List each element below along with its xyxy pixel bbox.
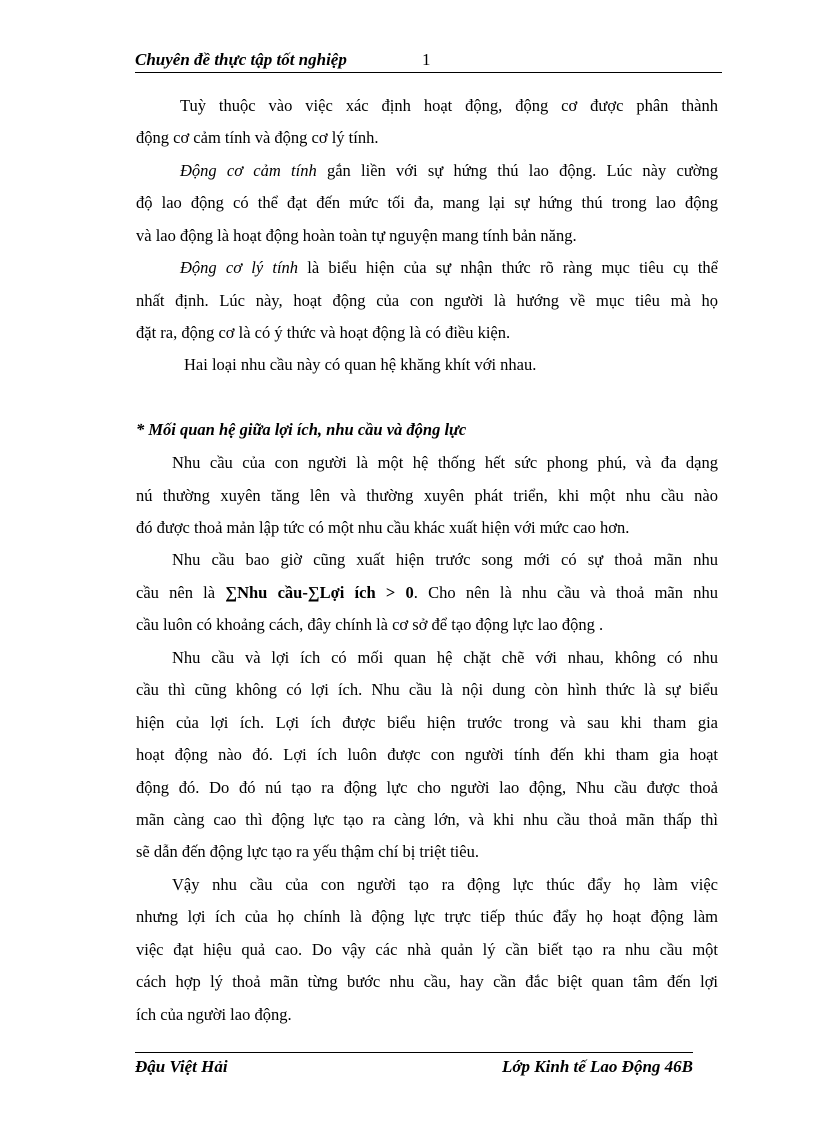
term-rational-motive: Động cơ lý tính — [180, 258, 299, 277]
footer-class: Lớp Kinh tế Lao Động 46B — [502, 1057, 693, 1076]
body-line: Nhu cầu bao giờ cũng xuất hiện trước song mới có sự thoả mãn nhu — [172, 550, 718, 569]
term-emotional-motive: Động cơ cảm tính — [180, 161, 317, 180]
footer-author: Đậu Việt Hải — [135, 1057, 228, 1076]
section-heading: * Mối quan hệ giữa lợi ích, nhu cầu và động lực — [136, 420, 467, 439]
body-text: cầu nên là — [136, 583, 226, 602]
body-line: việc đạt hiệu quả cao. Do vậy các nhà quản lý cần biết tạo ra nhu cầu một — [136, 940, 718, 959]
body-line: nú thường xuyên tăng lên và thường xuyên phát triển, khi một nhu cầu nào — [136, 486, 718, 505]
formula: ∑Nhu cầu-∑Lợi ích > 0 — [225, 583, 414, 602]
page-footer — [135, 1052, 693, 1077]
body-line: Nhu cầu và lợi ích có mối quan hệ chặt chẽ với nhau, không có nhu — [172, 648, 718, 667]
body-line: Tuỳ thuộc vào việc xác định hoạt động, động cơ được phân thành — [180, 96, 718, 115]
body-line — [180, 258, 718, 278]
body-line: nhưng lợi ích của họ chính là động lực trực tiếp thúc đẩy họ hoạt động làm — [136, 907, 718, 926]
body-line: mãn càng cao thì động lực tạo ra càng lớn, và khi nhu cầu thoả mãn thấp thì — [136, 810, 718, 829]
body-line: cách hợp lý thoả mãn từng bước nhu cầu, hay cần đắc biệt quan tâm đến lợi — [136, 972, 718, 991]
body-line: và lao động là hoạt động hoàn toàn tự nguyện mang tính bản năng. — [136, 226, 577, 245]
body-line: độ lao động có thể đạt đến mức tối đa, mang lại sự hứng thú trong lao động — [136, 193, 718, 212]
body-text: . Cho nên là nhu cầu và thoả mãn nhu — [413, 583, 718, 602]
body-line: hoạt động nào đó. Lợi ích luôn được con người tính đến khi tham gia hoạt — [136, 745, 718, 764]
body-line: cầu luôn có khoảng cách, đây chính là cơ sở để tạo động lực lao động . — [136, 615, 604, 634]
body-line: đó được thoả mản lập tức có một nhu cầu khác xuất hiện với mức cao hơn. — [136, 518, 630, 537]
body-line: động cơ cảm tính và động cơ lý tính. — [136, 128, 379, 147]
page-number: 1 — [422, 50, 431, 69]
header-title: Chuyên đề thực tập tốt nghiệp — [135, 50, 347, 69]
body-line: ích của người lao động. — [136, 1005, 292, 1024]
body-line: cầu thì cũng không có lợi ích. Nhu cầu là nội dung còn hình thức là sự biểu — [136, 680, 718, 699]
body-line: động đó. Do đó nú tạo ra động lực cho người lao động, Nhu cầu được thoả — [136, 778, 718, 797]
body-line: hiện của lợi ích. Lợi ích được biểu hiện trước trong và sau khi tham gia — [136, 713, 718, 732]
body-text: gắn liền với sự hứng thú lao động. Lúc này cường — [316, 161, 718, 180]
body-line: Hai loại nhu cầu này có quan hệ khăng khít với nhau. — [184, 355, 537, 374]
body-line: sẽ dẫn đến động lực tạo ra yếu thậm chí bị triệt tiêu. — [136, 842, 479, 861]
body-line: đặt ra, động cơ là có ý thức và hoạt động là có điều kiện. — [136, 323, 511, 342]
page-header — [135, 50, 722, 73]
body-text: là biểu hiện của sự nhận thức rõ ràng mục tiêu cụ thể — [298, 258, 718, 277]
body-line: Nhu cầu của con người là một hệ thống hết sức phong phú, và đa dạng — [172, 453, 718, 472]
body-line: Vậy nhu cầu của con người tạo ra động lực thúc đẩy họ làm việc — [172, 875, 718, 894]
body-line: nhất định. Lúc này, hoạt động của con người là hướng về mục tiêu mà họ — [136, 291, 718, 310]
body-line — [180, 161, 718, 181]
body-line — [136, 583, 718, 603]
